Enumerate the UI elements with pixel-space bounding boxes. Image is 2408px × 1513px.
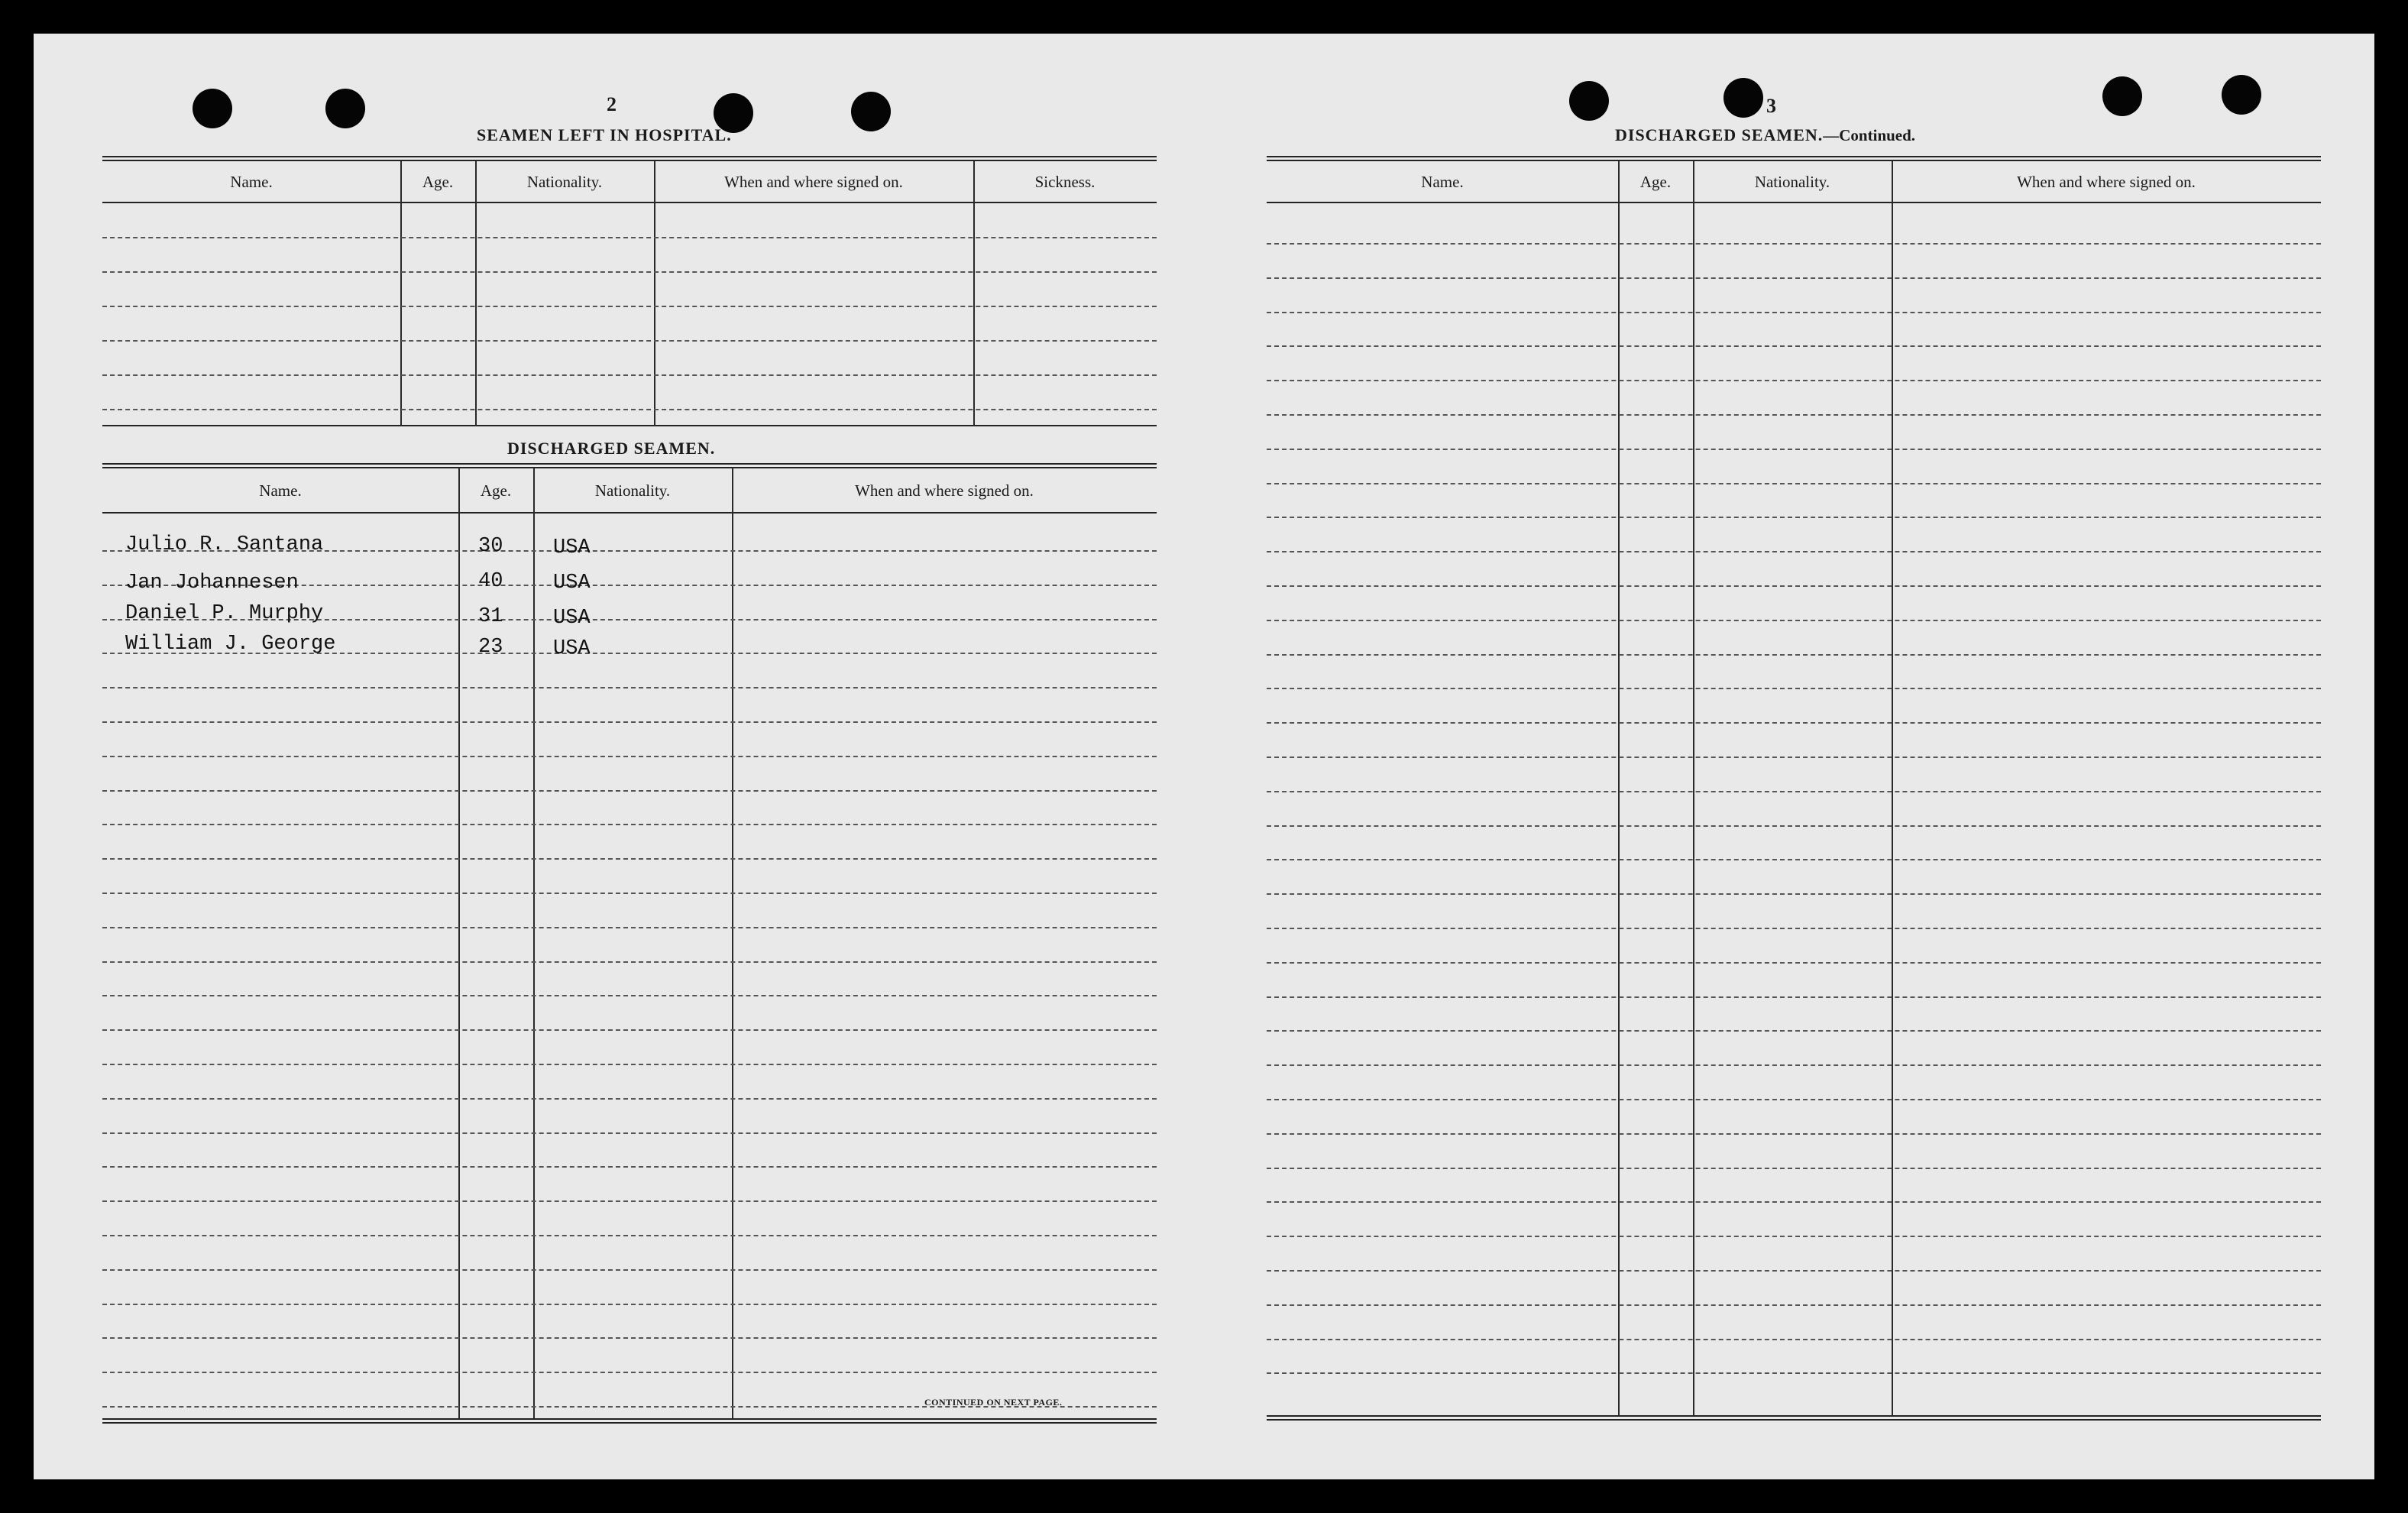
right-section-title — [1615, 125, 1915, 145]
ruled-line — [1267, 1030, 2321, 1032]
right-section-title-suffix: —Continued. — [1823, 126, 1916, 144]
manifest-sheet — [34, 34, 2374, 1479]
ruled-line — [1267, 277, 2321, 279]
ruled-line — [102, 824, 1157, 825]
ruled-line — [1267, 380, 2321, 381]
hospital-col-signed-on: When and where signed on. — [724, 173, 903, 191]
ruled-line — [102, 927, 1157, 928]
punch-hole-icon — [2102, 76, 2142, 116]
discharged-col-nationality: Nationality. — [594, 481, 671, 500]
ruled-line — [1267, 825, 2321, 827]
ruled-line — [1267, 1201, 2321, 1203]
seaman-name: Daniel P. Murphy — [125, 602, 324, 625]
ruled-line — [1267, 620, 2321, 621]
ruled-line — [1267, 585, 2321, 587]
ruled-line — [102, 893, 1157, 894]
discharged-table — [102, 463, 1157, 1426]
continued-note: CONTINUED ON NEXT PAGE. — [924, 1397, 1063, 1408]
continued-col-signed-on: When and where signed on. — [2017, 173, 2196, 191]
ruled-line — [1267, 551, 2321, 552]
ruled-line — [1267, 345, 2321, 347]
ruled-line — [1267, 1270, 2321, 1272]
ruled-line — [102, 1166, 1157, 1168]
ruled-line — [102, 306, 1157, 307]
hospital-col-nationality: Nationality. — [526, 173, 603, 191]
ruled-line — [102, 1304, 1157, 1305]
ruled-line — [102, 790, 1157, 792]
ruled-line — [102, 1200, 1157, 1202]
seaman-age: 23 — [478, 636, 503, 659]
ruled-line — [1267, 483, 2321, 484]
continued-col-name: Name. — [1421, 173, 1464, 191]
seaman-age: 40 — [478, 570, 503, 593]
ruled-line — [102, 1098, 1157, 1100]
right-page-number: 3 — [1766, 95, 1776, 117]
ruled-line — [102, 1132, 1157, 1134]
ruled-line — [102, 1269, 1157, 1271]
ruled-line — [102, 756, 1157, 757]
ruled-line — [1267, 1372, 2321, 1374]
ruled-line — [1267, 1304, 2321, 1306]
ruled-line — [102, 995, 1157, 996]
ruled-line — [102, 858, 1157, 860]
seaman-age: 31 — [478, 605, 503, 628]
right-section-title-text: DISCHARGED SEAMEN. — [1615, 125, 1824, 144]
ruled-line — [1267, 893, 2321, 895]
seaman-nationality: USA — [553, 607, 591, 630]
ruled-line — [1267, 756, 2321, 758]
punch-hole-icon — [851, 92, 891, 131]
discharged-col-age: Age. — [480, 481, 512, 500]
hospital-table — [102, 156, 1157, 431]
ruled-line — [1267, 1099, 2321, 1100]
ruled-line — [102, 340, 1157, 342]
seaman-name: Julio R. Santana — [125, 533, 324, 556]
ruled-line — [1267, 722, 2321, 724]
ruled-line — [1267, 1339, 2321, 1340]
seaman-age: 30 — [478, 535, 503, 558]
ruled-line — [1267, 688, 2321, 689]
discharged-col-signed-on: When and where signed on. — [855, 481, 1034, 500]
punch-hole-icon — [193, 89, 232, 128]
ruled-line — [1267, 791, 2321, 792]
ruled-line — [1267, 1236, 2321, 1237]
punch-hole-icon — [2222, 75, 2261, 115]
ruled-line — [102, 271, 1157, 273]
ruled-line — [102, 687, 1157, 688]
continued-col-age: Age. — [1639, 173, 1672, 191]
ruled-line — [102, 1372, 1157, 1373]
ruled-line — [1267, 1133, 2321, 1135]
discharged-continued-table — [1267, 156, 2321, 1424]
seaman-nationality: USA — [553, 536, 591, 559]
ruled-line — [1267, 312, 2321, 313]
ruled-line — [102, 1235, 1157, 1236]
punch-hole-icon — [1723, 78, 1763, 118]
ruled-line — [1267, 414, 2321, 416]
ruled-line — [102, 409, 1157, 410]
ruled-line — [102, 1064, 1157, 1065]
hospital-col-name: Name. — [230, 173, 273, 191]
ruled-line — [102, 1029, 1157, 1031]
ruled-line — [1267, 654, 2321, 656]
ruled-line — [1267, 243, 2321, 245]
ruled-line — [102, 961, 1157, 963]
seaman-nationality: USA — [553, 572, 591, 595]
ruled-line — [1267, 1064, 2321, 1066]
seaman-nationality: USA — [553, 637, 591, 660]
continued-col-nationality: Nationality. — [1754, 173, 1830, 191]
punch-hole-icon — [1569, 81, 1609, 121]
ruled-line — [102, 237, 1157, 238]
ruled-line — [1267, 962, 2321, 964]
ruled-line — [1267, 859, 2321, 860]
hospital-section-title: SEAMEN LEFT IN HOSPITAL. — [477, 125, 732, 144]
discharged-col-name: Name. — [259, 481, 302, 500]
ruled-line — [1267, 1168, 2321, 1169]
ruled-line — [102, 374, 1157, 376]
left-page-number: 2 — [607, 93, 617, 115]
ruled-line — [1267, 449, 2321, 450]
ruled-line — [102, 1337, 1157, 1339]
ruled-line — [1267, 996, 2321, 998]
punch-hole-icon — [325, 89, 365, 128]
seaman-name: Jan Johannesen — [125, 572, 299, 595]
hospital-col-sickness: Sickness. — [1034, 173, 1096, 191]
seaman-name: William J. George — [125, 633, 336, 656]
ruled-line — [1267, 928, 2321, 929]
discharged-section-title: DISCHARGED SEAMEN. — [507, 439, 716, 458]
hospital-col-age: Age. — [422, 173, 454, 191]
ruled-line — [102, 721, 1157, 723]
ruled-line — [1267, 517, 2321, 518]
